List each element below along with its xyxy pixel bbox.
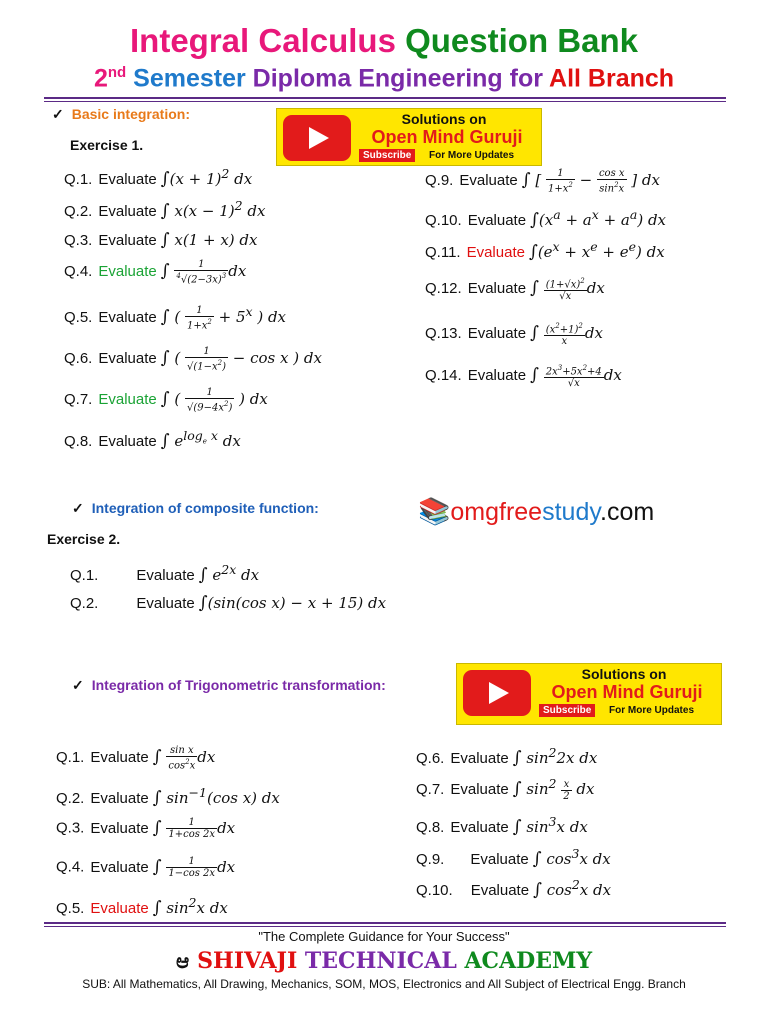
question-11: Q.11. Evaluate $\int(e^x + x^e + e^e)$ dx [425,239,665,262]
sub-part2: Diploma Engineering [252,64,503,93]
check-icon: ✓ [72,500,84,516]
books-icon: 📚 [418,496,451,526]
title-part2: Question Bank [405,22,638,59]
question-3: Q.3. Evaluate ∫ x(1 + x) dx [64,230,258,250]
question-10: Q.10. Evaluate $\int(x^a + a^x + a^a)$ dx [425,207,667,230]
exercise-2-heading: Exercise 2. [47,531,121,547]
section-trig-transformation: ✓ Integration of Trigonometric transformation: [72,677,386,693]
section-composite-function: ✓ Integration of composite function: [72,500,319,516]
header-divider-thin [44,101,726,102]
question-9: Q.9. Evaluate ∫ [ $\frac{1}{1+x^2}$ − $\frac{\text{cos x}}{\sin^2x}$ ] dx [425,168,660,195]
trig-question-6: Q.6. Evaluate ∫ $\sin^22x$ dx [416,745,598,768]
footer-tagline: "The Complete Guidance for Your Success" [258,929,510,944]
ex2-question-2: Q.2. Evaluate ∫(sin(cos x) − x + 15) dx [70,593,387,613]
sub-num: 2 [93,64,108,93]
page-subtitle [0,64,768,93]
trig-question-5: Q.5. Evaluate ∫ $\sin^2x$ dx [56,895,228,918]
question-6: Q.6. Evaluate ∫ ( $\frac{1}{√(1-x^2)}$ − cos x ) dx [64,346,322,373]
open-mind-guruji-banner[interactable]: Solutions on Open Mind Guruji Subscribe For More Updates [276,108,542,166]
question-4: Q.4. Evaluate ∫ $\frac{1}{^4√(2-3x)^3}$ dx [64,259,247,286]
trig-question-8: Q.8. Evaluate ∫ $\sin^3x$ dx [416,814,588,837]
title-part1: Integral Calculus [130,22,396,59]
header-divider [44,97,726,99]
check-icon: ✓ [52,106,64,122]
open-mind-guruji-banner-2[interactable]: Solutions on Open Mind Guruji Subscribe For More Updates [456,663,722,725]
sub-part3: for [509,64,543,93]
question-1: Q.1. Evaluate $\int(x + 1)^2$ dx [64,166,253,189]
exercise-1-heading: Exercise 1. [70,137,144,153]
section-basic-integration: ✓ Basic integration: [52,106,190,122]
academy-logo-icon: ಆ [175,949,190,973]
omgfreestudy-logo: 📚omgfreestudy.com [418,496,655,526]
question-13: Q.13. Evaluate ∫ $\frac{(x^2+1)^2}{x}$ dx [425,322,603,348]
sub-sup: nd [107,64,127,81]
trig-question-10: Q.10. Evaluate ∫ $\cos^2x$ dx [416,877,612,900]
trig-question-1: Q.1. Evaluate ∫ $\frac{\text{sin x}}{\cos^2x}$ dx [56,745,216,772]
footer-subjects: SUB: All Mathematics, All Drawing, Mechanics, SOM, MOS, Electronics and All Subject of Electrical Engg. Branch [82,977,686,991]
question-14: Q.14. Evaluate ∫ $\frac{2x^3+5x^2+4}{√x}$ dx [425,364,622,390]
question-8: Q.8. Evaluate ∫ $e^{log_e x}$ dx [64,428,241,451]
page-title [0,22,768,60]
subscribe-button[interactable]: Subscribe [359,149,415,162]
question-12: Q.12. Evaluate ∫ $\frac{(1+√x)^2}{√x}$ dx [425,277,605,303]
play-icon [463,670,531,716]
trig-question-2: Q.2. Evaluate ∫ $\sin^{-1}(\cos$ x) dx [56,785,280,808]
academy-name: ಆ SHIVAJI TECHNICAL ACADEMY [175,948,593,974]
ex2-question-1: Q.1. Evaluate ∫ $e^{2x}$ dx [70,562,260,585]
check-icon: ✓ [72,677,84,693]
trig-question-3: Q.3. Evaluate ∫ $\frac{1}{1+\cos 2x}$ dx [56,817,236,840]
question-2: Q.2. Evaluate ∫ $x(x - 1)^2$ dx [64,198,266,221]
sub-part4: All Branch [549,64,675,93]
play-icon [283,115,351,161]
trig-question-4: Q.4. Evaluate ∫ $\frac{1}{1-\cos 2x}$ dx [56,856,236,879]
question-5: Q.5. Evaluate ∫ ( $\frac{1}{1+x^2}$ + $5^x$ ) dx [64,304,287,332]
trig-question-7: Q.7. Evaluate ∫ $\sin^2$ $\frac{x}{2}$ dx [416,776,595,802]
question-7: Q.7. Evaluate ∫ ( $\frac{1}{√(9-4x^2)}$ ) dx [64,387,268,414]
footer-divider-thin [44,926,726,927]
subscribe-button[interactable]: Subscribe [539,704,595,717]
sub-part1: Semester [133,64,246,93]
footer-divider [44,922,726,924]
trig-question-9: Q.9. Evaluate ∫ $\cos^3x$ dx [416,846,611,869]
